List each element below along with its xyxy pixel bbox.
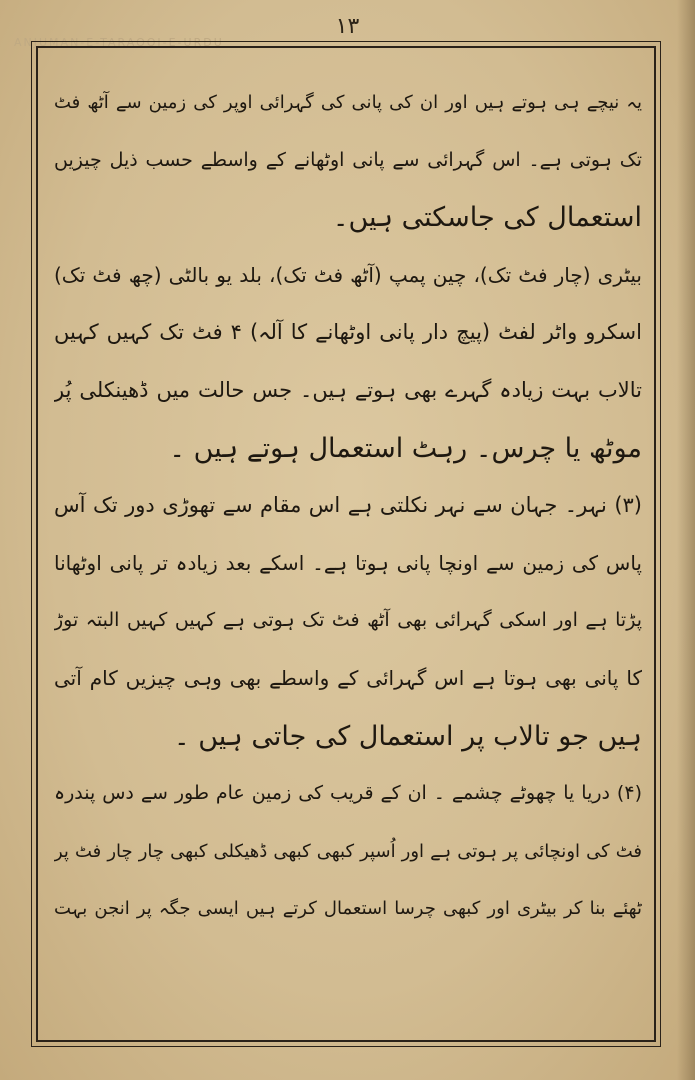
text-line: (۳) نہر۔ جہان سے نہر نکلتی ہے اس مقام سے تھوڑی دور تک آس bbox=[54, 493, 642, 518]
text-line: بیٹری (چار فٹ تک)، چین پمپ (آٹھ فٹ تک)، بلد یو بالٹی (چھ فٹ تک) bbox=[54, 262, 642, 287]
text-line: ہیں جو تالاب پر استعمال کی جاتی ہیں ۔ bbox=[173, 720, 642, 752]
text-line: پاس کی زمین سے اونچا پانی ہوتا ہے۔ اسکے بعد زیادہ تر پانی اوٹھانا bbox=[54, 550, 642, 575]
page-edge-shadow bbox=[677, 0, 695, 1080]
text-line: تالاب بہت زیادہ گہرے بھی ہوتے ہیں۔ جس حالت میں ڈھینکلی پُر bbox=[54, 377, 642, 402]
page-number: ۱۳ bbox=[335, 14, 360, 39]
library-watermark: ANJUMAN-E-TARAQQI-E-URDU bbox=[14, 36, 224, 49]
text-line: تک ہوتی ہے۔ اس گہرائی سے پانی اوٹھانے کے واسطے حسب ذیل چیزیں bbox=[54, 148, 642, 171]
text-line: (۴) دریا یا چھوٹے چشمے ۔ ان کے قریب کی زمین عام طور سے دس پندرہ bbox=[54, 782, 642, 805]
text-line: فٹ کی اونچائی پر ہوتی ہے اور اُسپر کبھی کبھی ڈھیکلی کبھی چار چار فٹ پر bbox=[54, 840, 642, 862]
urdu-text-body bbox=[54, 74, 642, 938]
text-line: یہ نیچے ہی ہوتے ہیں اور ان کی پانی کی گہرائی اوپر کی زمین سے آٹھ فٹ bbox=[54, 92, 642, 113]
text-line: ٹھئے بنا کر بیٹری اور کبھی چرسا استعمال کرتے ہیں ایسی جگہ پر انجن بہت bbox=[54, 898, 642, 920]
text-line: موٹھ یا چرس۔ رہٹ استعمال ہوتے ہیں ۔ bbox=[169, 432, 642, 464]
text-line: پڑتا ہے اور اسکی گہرائی بھی آٹھ فٹ تک ہوتی ہے کہیں کہیں البتہ توڑ bbox=[54, 609, 642, 632]
text-line: اسکرو واٹر لفٹ (پیچ دار پانی اوٹھانے کا آلہ) ۴ فٹ تک کہیں کہیں bbox=[54, 320, 642, 345]
text-line: استعمال کی جاسکتی ہیں۔ bbox=[332, 202, 642, 234]
text-line: کا پانی بھی ہوتا ہے اس گہرائی کے واسطے بھی وہی چیزیں کام آتی bbox=[54, 665, 642, 690]
